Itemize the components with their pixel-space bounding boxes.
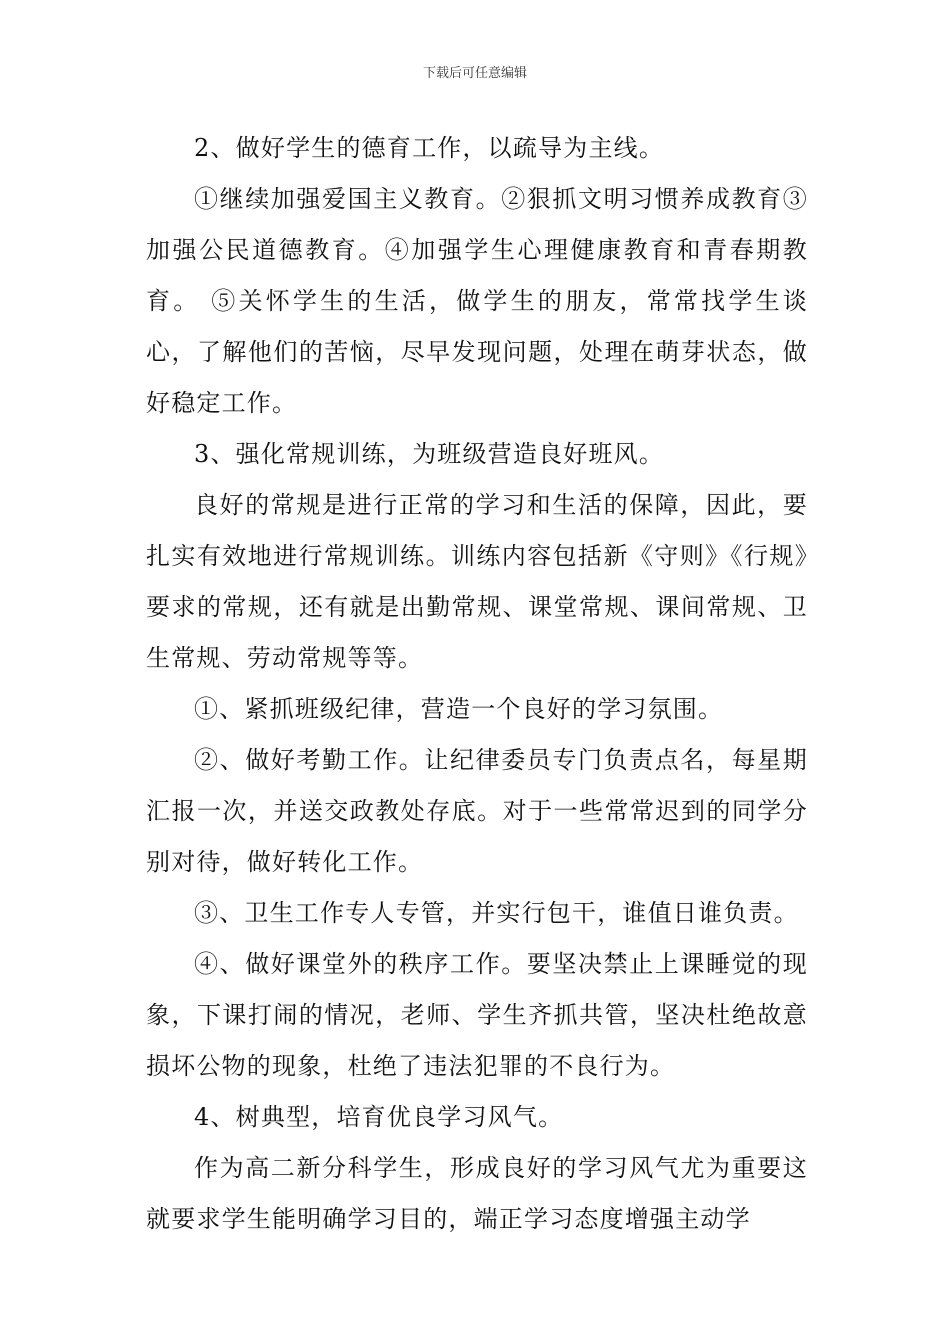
page-header: 下载后可任意编辑 <box>422 66 527 81</box>
document-body <box>146 123 808 1245</box>
paragraph-hygiene: ③、卫生工作专人专管，并实行包干，谁值日谁负责。 <box>194 899 799 927</box>
paragraph-moral-education-items: ①继续加强爱国主义教育。②狠抓文明习惯养成教育③加强公民道德教育。④加强学生心理健康教育和青春期教育。 ⑤关怀学生的生活，做学生的朋友，常常找学生谈心，了解他们的苦恼，尽早发现问题，处理在萌芽状态，做好稳定工作。 <box>146 185 808 417</box>
paragraph-discipline: ①、紧抓班级纪律，营造一个良好的学习氛围。 <box>194 695 724 723</box>
paragraph-routine-training: 良好的常规是进行正常的学习和生活的保障，因此，要扎实有效地进行常规训练。训练内容包括新《守则》《行规》要求的常规，还有就是出勤常规、课堂常规、课间常规、卫生常规、劳动常规等等。 <box>146 491 808 672</box>
paragraph-section-3-heading: 3、强化常规训练，为班级营造良好班风。 <box>194 440 665 468</box>
paragraph-study-atmosphere: 作为高二新分科学生，形成良好的学习风气尤为重要这就要求学生能明确学习目的，端正学习态度增强主动学 <box>146 1154 808 1233</box>
paragraph-order-outside-class: ④、做好课堂外的秩序工作。要坚决禁止上课睡觉的现象，下课打闹的情况，老师、学生齐抓共管，坚决杜绝故意损坏公物的现象，杜绝了违法犯罪的不良行为。 <box>146 950 808 1080</box>
paragraph-section-4-heading: 4、树典型，培育优良学习风气。 <box>194 1103 564 1131</box>
paragraph-attendance: ②、做好考勤工作。让纪律委员专门负责点名，每星期汇报一次，并送交政教处存底。对于一些常常迟到的同学分别对待，做好转化工作。 <box>146 746 808 876</box>
paragraph-section-2-heading: 2、做好学生的德育工作，以疏导为主线。 <box>194 134 665 162</box>
